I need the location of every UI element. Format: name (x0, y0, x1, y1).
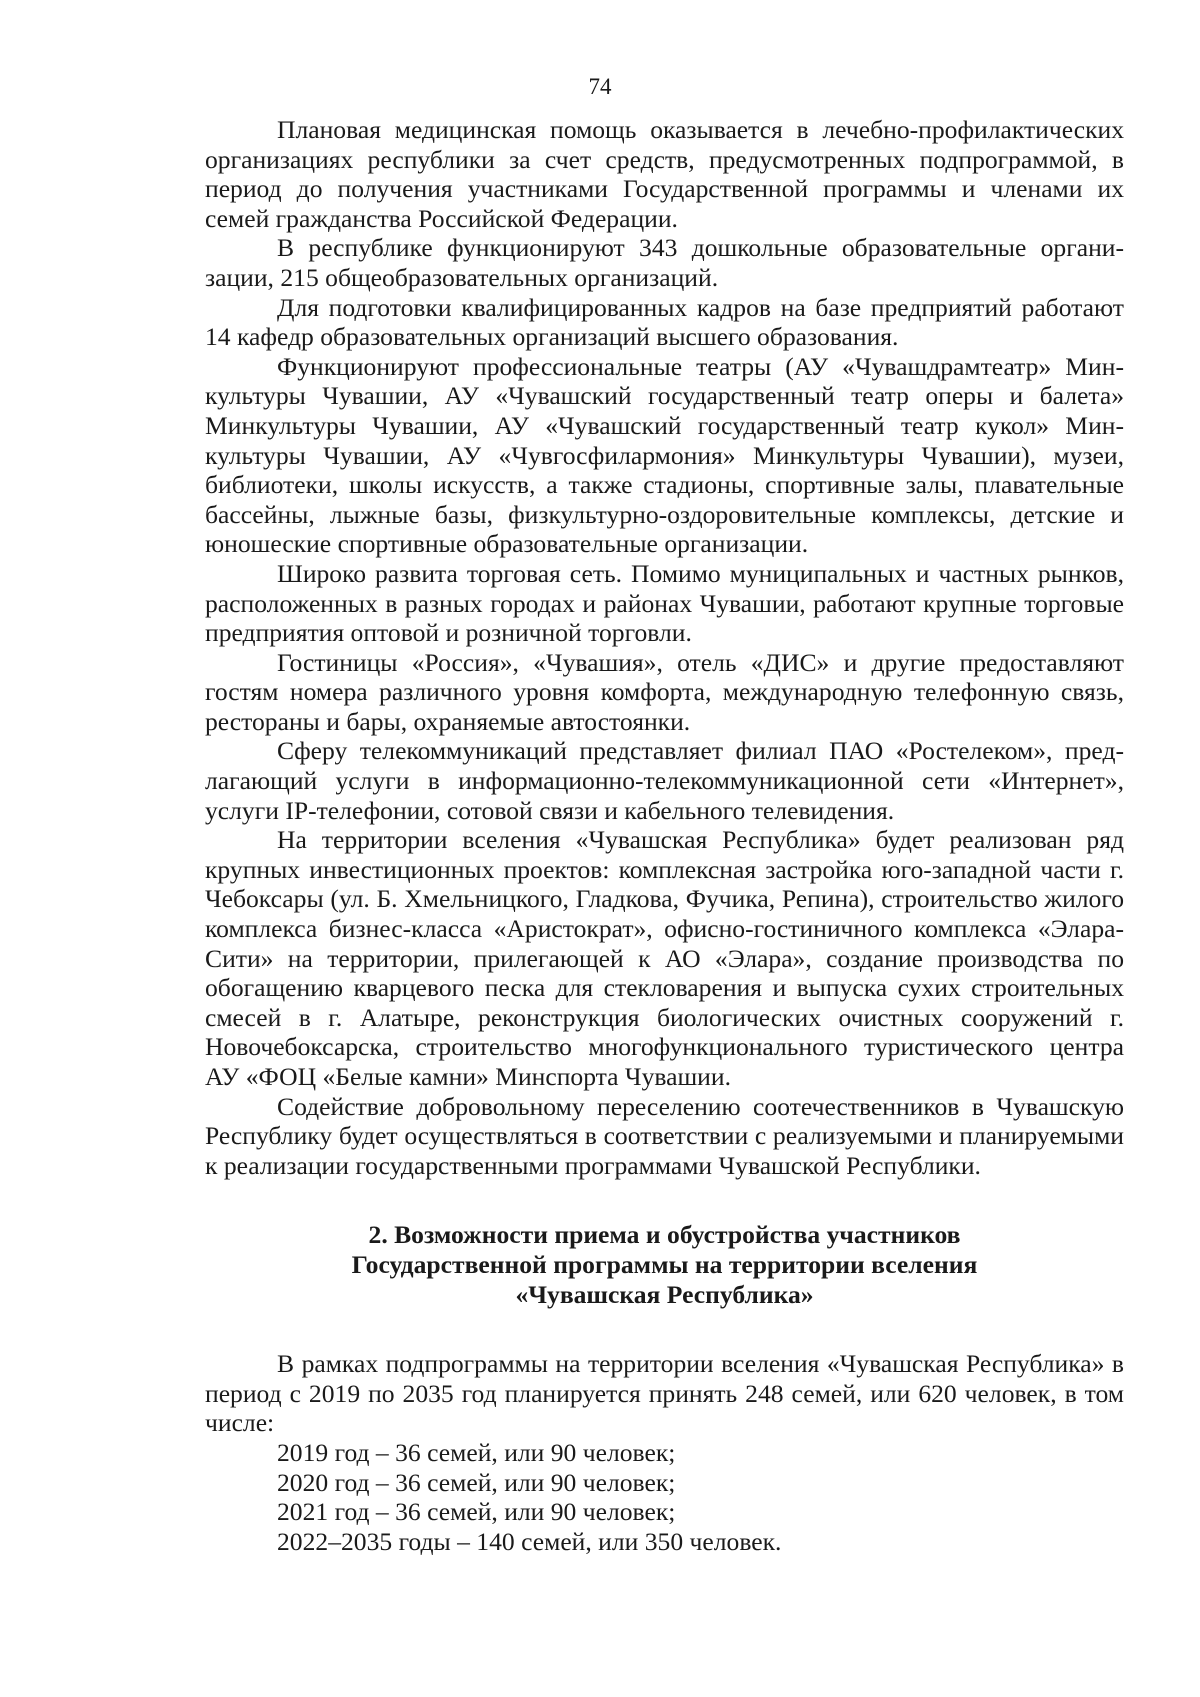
paragraph-plan-intro: В рамках подпрограммы на территории вселения «Чувашская Республика» в период с 2019 по 2035 год планируется принять 248 семей, или 620 человек, в том числе: (205, 1349, 1124, 1438)
paragraph-medical-care: Плановая медицинская помощь оказывается в лечебно-профилактических организациях республики за счет средств, предусмотренных подпрограммой, в период до получения участниками Государственной программы и членами их семей гражданства Российской Федерации. (205, 115, 1124, 233)
section-heading-line-2: Государственной программы на территории вселения (351, 1249, 978, 1279)
plan-list-item: 2020 год – 36 семей, или 90 человек; (277, 1467, 676, 1497)
plan-list-item: 2022–2035 годы – 140 семей, или 350 человек. (277, 1526, 782, 1556)
paragraph-hotels: Гостиницы «Россия», «Чувашия», отель «ДИС» и другие предоставляют гостям номера различного уровня комфорта, международную телефонную связь, рестораны и бары, охраняемые автостоянки. (205, 647, 1124, 736)
section-heading (205, 1220, 1124, 1309)
plan-list-item: 2019 год – 36 семей, или 90 человек; (277, 1437, 676, 1467)
paragraph-culture: Функционируют профессиональные театры (АУ «Чувашдрамтеатр» Минкультуры Чувашии, АУ «Чувашский государственный театр оперы и балета» Минкультуры Чувашии, АУ «Чувашский государственный театр кукол» Минкультуры Чувашии, АУ «Чувгосфилармония» Минкультуры Чувашии), музеи, библиотеки, школы искусств, а также стадионы, спортивные залы, плавательные бассейны, лыжные базы, физкультурно-оздоровительные комплексы, детские и юношеские спортивные образовательные организации. (205, 351, 1124, 559)
plan-list-item: 2021 год – 36 семей, или 90 человек; (277, 1497, 676, 1527)
section-heading-line-1: 2. Возможности приема и обустройства участников (368, 1220, 961, 1250)
page-number: 74 (588, 74, 612, 99)
paragraph-investment-projects: На территории вселения «Чувашская Республика» будет реализован ряд крупных инвестиционных проектов: комплексная застройка юго-западной части г. Чебоксары (ул. Б. Хмельницкого, Гладкова, Фучика, Репина), строительство жилого комплекса бизнес-класса «Аристократ», офисно-гостиничного комплекса «Элара-Сити» на территории, прилегающей к АО «Элара», создание производства по обогащению кварцевого песка для стекловарения и выпуска сухих строительных смесей в г. Алатыре, реконструкция биологических очистных сооружений г. Новочебоксарска, строительство многофункционального туристического центра АУ «ФОЦ «Белые камни» Минспорта Чувашии. (205, 825, 1124, 1091)
paragraph-resettlement-support: Содействие добровольному переселению соотечественников в Чувашскую Республику будет осуществляться в соответствии с реализуемыми и планируемыми к реализации государственными программами Чувашской Республики. (205, 1091, 1124, 1180)
document-body (205, 115, 1124, 1556)
paragraph-education: В республике функционируют 343 дошкольные образовательные организации, 215 общеобразовательных организаций. (205, 233, 1124, 292)
section-heading-line-3: «Чувашская Республика» (515, 1279, 814, 1309)
paragraph-trade: Широко развита торговая сеть. Помимо муниципальных и частных рынков, расположенных в разных городах и районах Чувашии, работают крупные торговые предприятия оптовой и розничной торговли. (205, 558, 1124, 648)
plan-list (205, 1438, 1124, 1556)
paragraph-telecom: Сферу телекоммуникаций представляет филиал ПАО «Ростелеком», предлагающий услуги в информационно-телекоммуникационной сети «Интернет», услуги IP-телефонии, сотовой связи и кабельного телевидения. (205, 736, 1124, 825)
paragraph-higher-education: Для подготовки квалифицированных кадров на базе предприятий работают 14 кафедр образовательных организаций высшего образования. (205, 292, 1124, 352)
